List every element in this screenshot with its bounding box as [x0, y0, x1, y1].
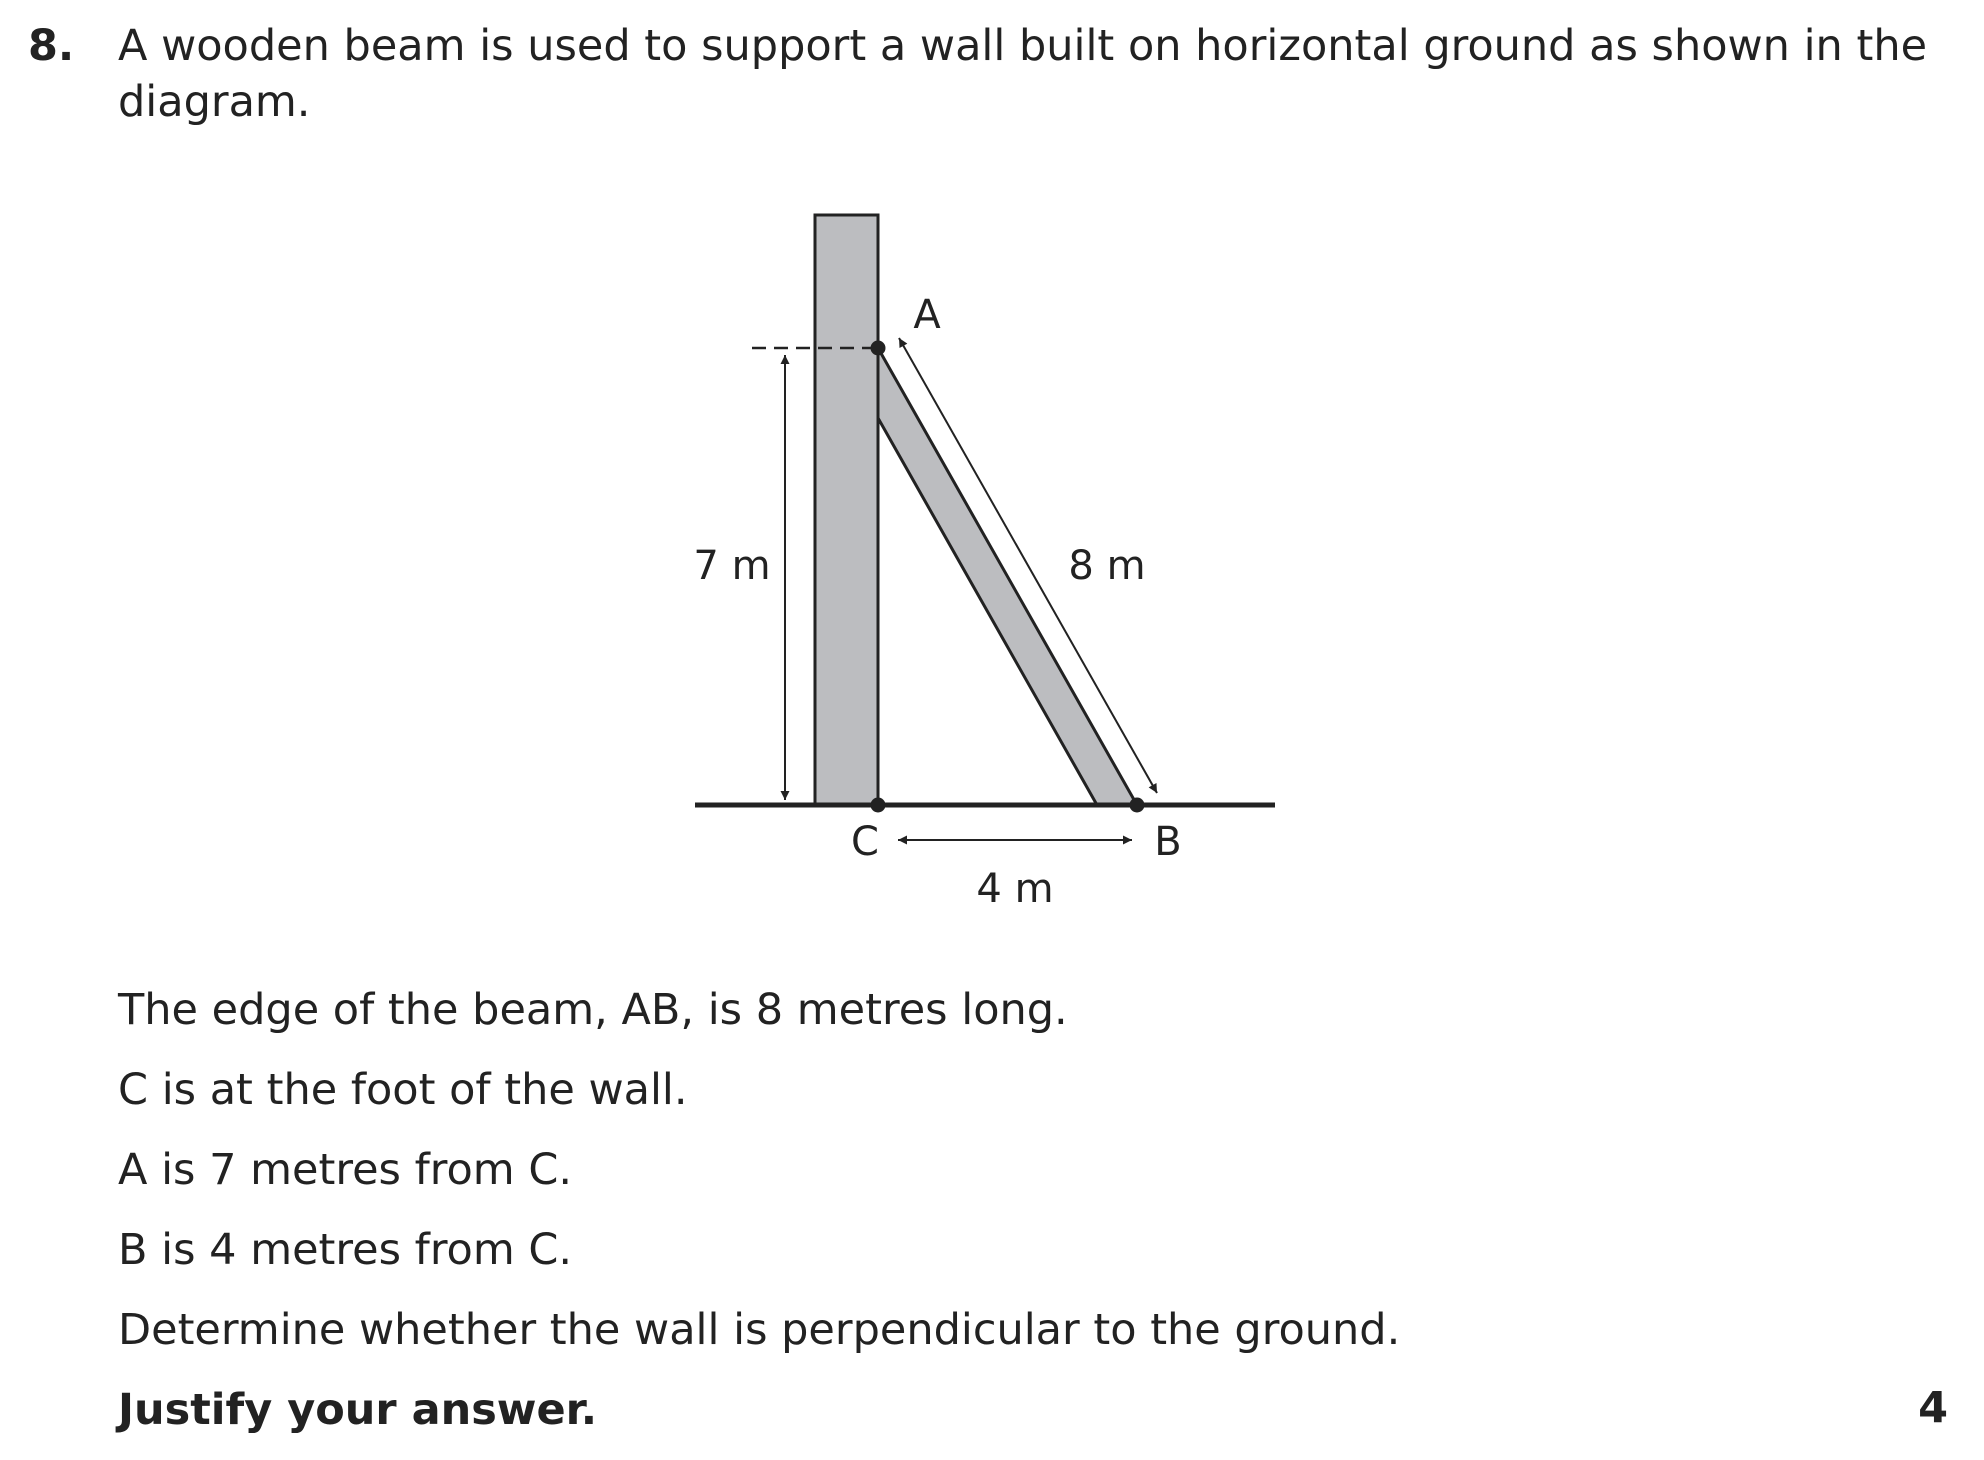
point-a-dot [871, 341, 886, 356]
label-beam-length: 8 m [1068, 543, 1146, 589]
marks-value: 4 [1918, 1383, 1948, 1433]
point-c-dot [871, 798, 886, 813]
question-intro-line-1: A wooden beam is used to support a wall built on horizontal ground as shown in the [118, 21, 1928, 71]
statement-point-c: C is at the foot of the wall. [118, 1065, 688, 1115]
statement-justify: Justify your answer. [118, 1385, 598, 1435]
label-height: 7 m [693, 543, 771, 589]
wall [815, 215, 878, 805]
label-point-b: B [1154, 819, 1182, 865]
question-intro-line-2: diagram. [118, 77, 311, 127]
label-base: 4 m [976, 866, 1054, 912]
statement-b-to-c: B is 4 metres from C. [118, 1225, 573, 1275]
label-point-c: C [851, 819, 879, 865]
label-point-a: A [913, 292, 941, 338]
statement-task: Determine whether the wall is perpendicular to the ground. [118, 1305, 1401, 1355]
question-number: 8. [28, 21, 75, 71]
statement-a-to-c: A is 7 metres from C. [118, 1145, 573, 1195]
point-b-dot [1130, 798, 1145, 813]
statement-beam-length: The edge of the beam, AB, is 8 metres long. [118, 985, 1068, 1035]
question-statements [118, 980, 1868, 1460]
